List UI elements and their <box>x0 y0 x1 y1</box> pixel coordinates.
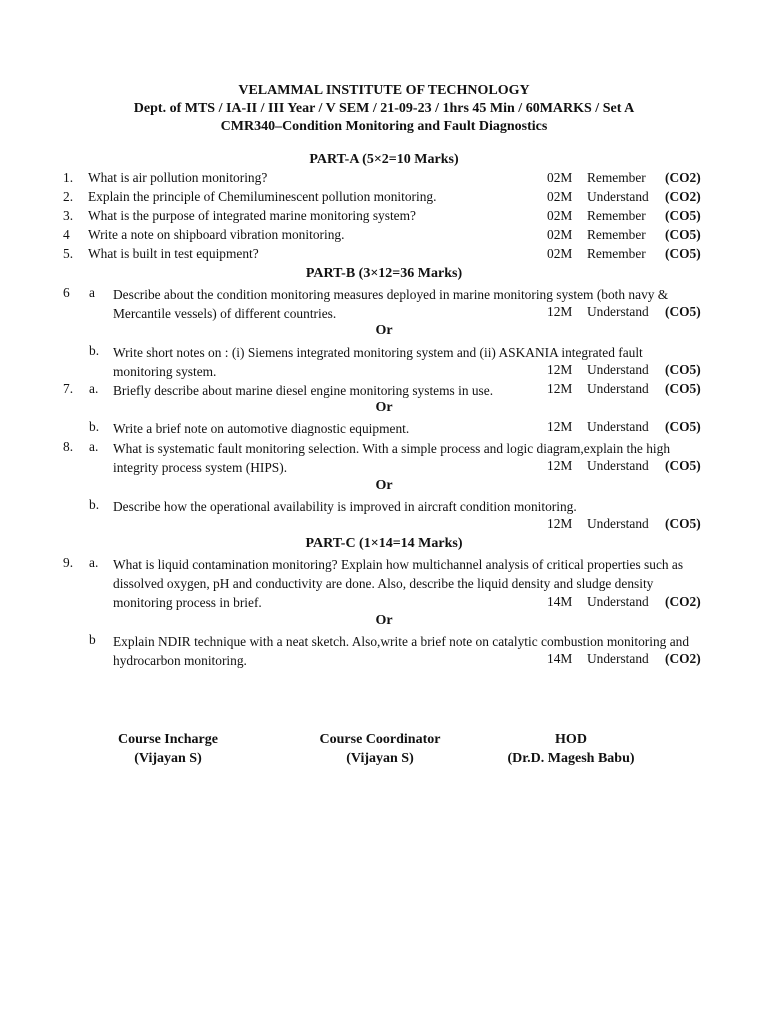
question-co: (CO2) <box>665 170 701 185</box>
question-co: (CO5) <box>665 419 701 434</box>
course-title: CMR340–Condition Monitoring and Fault Diagnostics <box>220 119 548 134</box>
subquestion-label: a. <box>89 439 99 454</box>
question-marks: 02M <box>547 170 573 185</box>
subquestion-label: a <box>89 285 95 300</box>
subquestion-label: b <box>89 632 96 647</box>
question-level: Remember <box>587 208 646 223</box>
question-level: Understand <box>587 594 649 609</box>
institute-name: VELAMMAL INSTITUTE OF TECHNOLOGY <box>238 83 530 98</box>
or-separator: Or <box>375 478 393 493</box>
question-number: 1. <box>63 170 74 185</box>
signature-name: (Vijayan S) <box>134 751 202 766</box>
question-marks: 02M <box>547 227 573 242</box>
question-marks: 02M <box>547 246 573 261</box>
question-marks: 14M <box>547 594 573 609</box>
question-text: What is built in test equipment? <box>88 246 259 261</box>
question-text: Write short notes on : (i) Siemens integrated monitoring system and (ii) ASKANIA integrated fault monitoring system. <box>113 345 643 380</box>
question-co: (CO2) <box>665 651 701 666</box>
signature-course-incharge <box>68 730 268 768</box>
question-level: Understand <box>587 419 649 434</box>
question-marks: 12M <box>547 419 573 434</box>
question-level: Remember <box>587 246 646 261</box>
question-marks: 02M <box>547 208 573 223</box>
question-number: 7. <box>63 381 74 396</box>
question-number: 5. <box>63 246 74 261</box>
question-number: 6 <box>63 285 70 300</box>
question-text: Write a brief note on automotive diagnostic equipment. <box>113 421 410 436</box>
signature-role: Course Incharge <box>118 732 218 747</box>
signature-name: (Vijayan S) <box>346 751 414 766</box>
subquestion-label: a. <box>89 381 99 396</box>
question-co: (CO5) <box>665 381 701 396</box>
question-co: (CO5) <box>665 304 701 319</box>
question-text: What is liquid contamination monitoring? Explain how multichannel analysis of critical properties such as dissolved oxygen, pH and conductivity are done. Also, describe the liquid density and sludge density monitoring process in brief. <box>113 557 684 611</box>
question-text: What is the purpose of integrated marine monitoring system? <box>88 208 416 223</box>
question-co: (CO5) <box>665 362 701 377</box>
question-marks: 02M <box>547 189 573 204</box>
question-marks: 12M <box>547 516 573 531</box>
signature-course-coordinator <box>280 730 480 768</box>
part-c-title: PART-C (1×14=14 Marks) <box>305 536 463 551</box>
subquestion-label: a. <box>89 555 99 570</box>
question-text: Explain the principle of Chemiluminescent pollution monitoring. <box>88 189 437 204</box>
question-text: What is systematic fault monitoring selection. With a simple process and logic diagram,explain the high integrity process system (HIPS). <box>113 441 671 476</box>
question-level: Understand <box>587 651 649 666</box>
signature-role: HOD <box>555 732 587 747</box>
exam-details: Dept. of MTS / IA-II / III Year / V SEM / 21-09-23 / 1hrs 45 Min / 60MARKS / Set A <box>133 101 635 116</box>
question-co: (CO2) <box>665 594 701 609</box>
question-text: Briefly describe about marine diesel engine monitoring systems in use. <box>113 383 494 398</box>
or-separator: Or <box>375 613 393 628</box>
question-level: Understand <box>587 458 649 473</box>
question-level: Remember <box>587 170 646 185</box>
subquestion-label: b. <box>89 419 100 434</box>
question-level: Understand <box>587 362 649 377</box>
question-marks: 12M <box>547 304 573 319</box>
question-co: (CO5) <box>665 208 701 223</box>
question-level: Remember <box>587 227 646 242</box>
question-marks: 12M <box>547 458 573 473</box>
question-co: (CO2) <box>665 189 701 204</box>
or-separator: Or <box>375 400 393 415</box>
part-b-title: PART-B (3×12=36 Marks) <box>305 266 463 281</box>
question-marks: 14M <box>547 651 573 666</box>
question-text: Describe about the condition monitoring measures deployed in marine monitoring system (both navy & Mercantile vessels) of different countries. <box>113 287 669 322</box>
part-a-title: PART-A (5×2=10 Marks) <box>309 152 459 167</box>
question-text: Explain NDIR technique with a neat sketch. Also,write a brief note on catalytic combustion monitoring and hydrocarbon monitoring. <box>113 634 690 669</box>
question-level: Understand <box>587 381 649 396</box>
signature-name: (Dr.D. Magesh Babu) <box>507 751 635 766</box>
question-number: 8. <box>63 439 74 454</box>
question-co: (CO5) <box>665 227 701 242</box>
question-text: Write a note on shipboard vibration monitoring. <box>88 227 345 242</box>
question-number: 2. <box>63 189 74 204</box>
question-marks: 12M <box>547 381 573 396</box>
question-text: What is air pollution monitoring? <box>88 170 268 185</box>
question-marks: 12M <box>547 362 573 377</box>
question-number: 9. <box>63 555 74 570</box>
question-level: Understand <box>587 516 649 531</box>
question-co: (CO5) <box>665 458 701 473</box>
question-co: (CO5) <box>665 516 701 531</box>
question-text: Describe how the operational availability is improved in aircraft condition monitoring. <box>113 499 577 514</box>
signature-hod <box>471 730 671 768</box>
signature-role: Course Coordinator <box>319 732 441 747</box>
or-separator: Or <box>375 323 393 338</box>
subquestion-label: b. <box>89 497 100 512</box>
question-level: Understand <box>587 304 649 319</box>
question-number: 3. <box>63 208 74 223</box>
question-co: (CO5) <box>665 246 701 261</box>
question-number: 4 <box>63 227 70 242</box>
question-level: Understand <box>587 189 649 204</box>
subquestion-label: b. <box>89 343 100 358</box>
